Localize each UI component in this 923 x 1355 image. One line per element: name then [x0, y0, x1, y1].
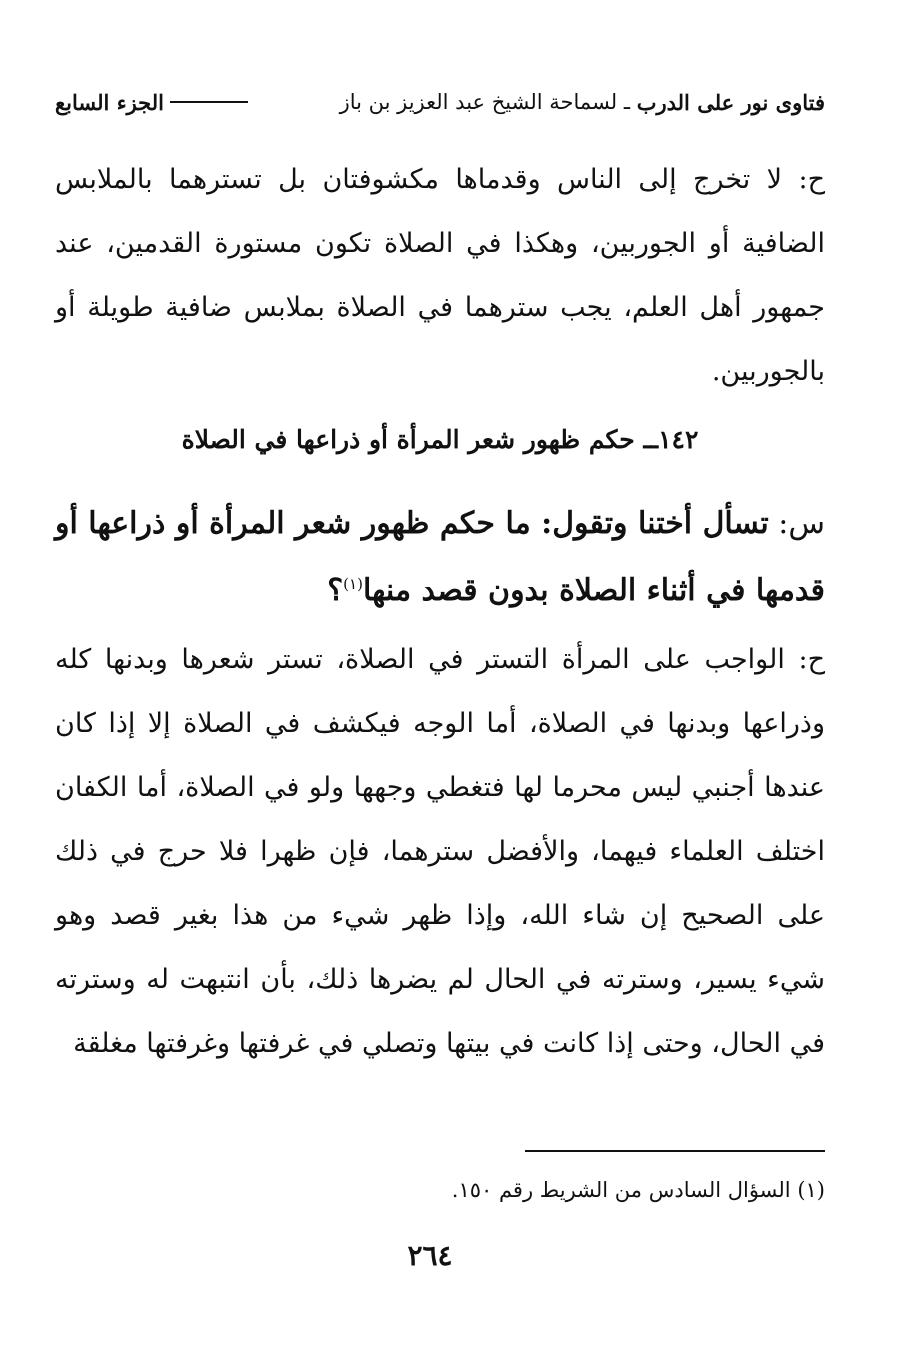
question-text: تسأل أختنا وتقول: ما حكم ظهور شعر المرأة أو ذراعها أو قدمها في أثناء الصلاة بدون قصد منها: [55, 506, 825, 608]
footnote-reference: (١): [343, 575, 363, 593]
previous-answer-paragraph: [55, 148, 825, 404]
header-separator: ـ: [617, 90, 637, 114]
answer-paragraph: [55, 628, 825, 1076]
volume-label: الجزء السابع: [55, 89, 164, 115]
header-rule: [170, 101, 248, 103]
answer-label: ح:: [798, 644, 825, 675]
question-label: س:: [778, 506, 825, 541]
footnote-rule: [525, 1150, 825, 1152]
answer-label: ح:: [798, 164, 825, 195]
question-paragraph: [55, 494, 825, 621]
footnote: (١) السؤال السادس من الشريط رقم ١٥٠.: [451, 1178, 825, 1202]
header-volume-group: [55, 90, 254, 115]
question-end-mark: ؟: [327, 573, 344, 608]
answer-text: لا تخرج إلى الناس وقدماها مكشوفتان بل تسترهما بالملابس الضافية أو الجوربين، وهكذا في الصلاة تكون مستورة القدمين، عند جمهور أهل العلم، يجب سترهما في الصلاة بملابس ضافية طويلة أو بالجوربين.: [55, 164, 825, 387]
answer-text: الواجب على المرأة التستر في الصلاة، تستر شعرها وبدنها كله وذراعها وبدنها في الصلاة، أما الوجه فيكشف في الصلاة إلا إذا كان عندها أجنبي ليس محرما لها فتغطي وجهها ولو في الصلاة، أما الكفان اختلف العلماء فيهما، والأفضل سترهما، فإن ظهرا فلا حرج في ذلك على الصحيح إن شاء الله، وإذا ظهر شيء من هذا بغير قصد وهو شيء يسير، وسترته في الحال لم يضرها ذلك، بأن انتبهت له وسترته في الحال، وحتى إذا كانت في بيتها وتصلي في غرفتها وغرفتها مغلقة: [55, 644, 825, 1059]
book-title: فتاوى نور على الدرب: [636, 89, 825, 115]
section-heading: ١٤٢ــ حكم ظهور شعر المرأة أو ذراعها في الصلاة: [181, 425, 699, 454]
page-number: ٢٦٤: [407, 1239, 453, 1272]
running-header: [55, 84, 825, 120]
author-name: لسماحة الشيخ عبد العزيز بن باز: [339, 90, 618, 114]
header-title-group: [340, 90, 825, 115]
